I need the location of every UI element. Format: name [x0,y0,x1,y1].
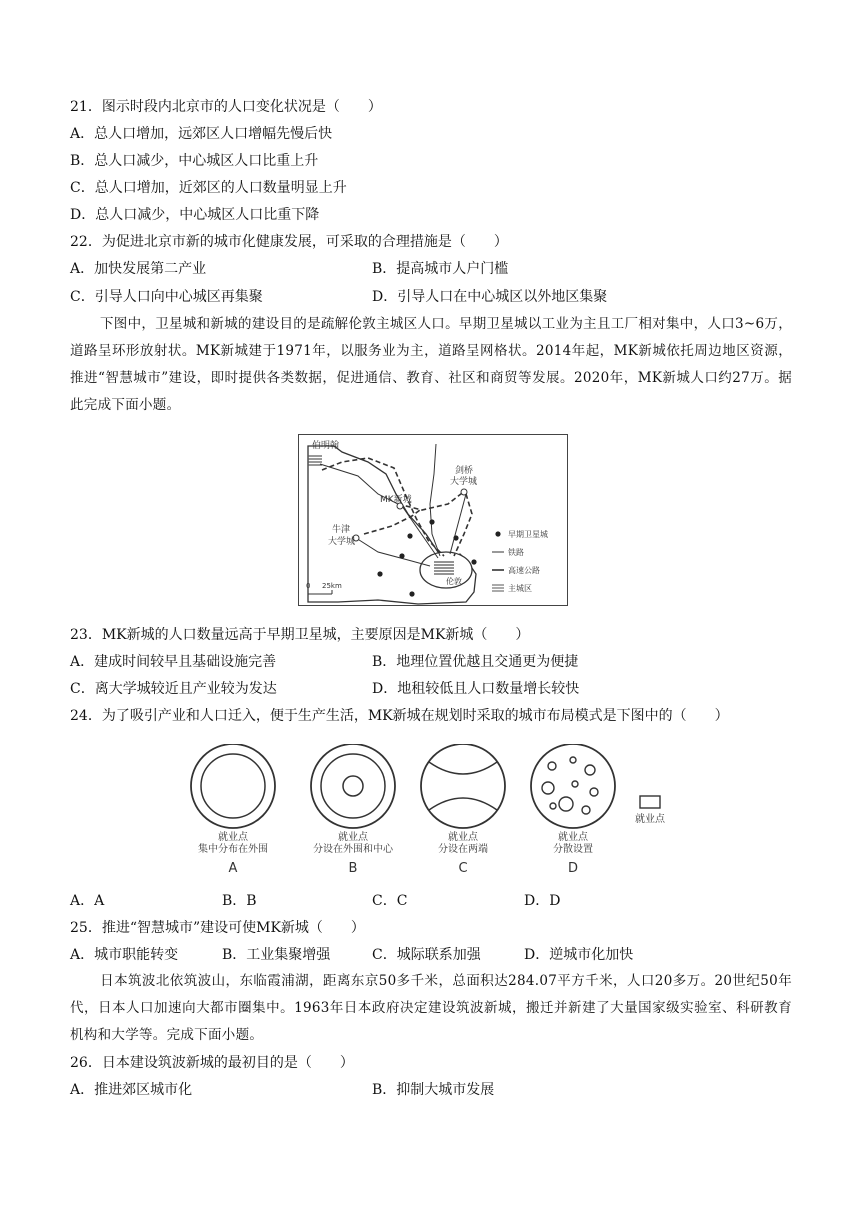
legend-railway: 铁路 [508,548,524,557]
q24-option-b: B．B [222,893,257,909]
label-cambridge-2: 大学城 [450,477,478,487]
layout-d-cap2: 分散设置 [553,844,593,855]
passage-tsukuba [70,968,792,1049]
label-mk: MK新城 [380,495,412,505]
passage-london-text: 下图中，卫星城和新城的建设目的是疏解伦敦主城区人口。早期卫星城以工业为主且工厂相对集中，人口3~6万，道路呈环形放射状。MK新城建于1971年，以服务业为主，道路呈网格状。2014年起，MK新城依托周边地区资源，推进“智慧城市”建设，即时提供各类数据，促进通信、教育、社区和商贸等发展。2020年，MK新城人口约27万。据此完成下面小题。 [70,316,792,413]
london-map-svg [298,434,568,606]
q26-stem: 26．日本建设筑波新城的最初目的是（ ） [70,1055,354,1071]
layout-c [421,744,505,828]
legend-satellite: 早期卫星城 [508,530,548,539]
q25-option-d: D．逆城市化加快 [524,947,634,963]
legend-highway: 高速公路 [508,566,540,575]
q21-option-a: A．总人口增加，远郊区人口增幅先慢后快 [70,126,333,142]
q24-option-d: D．D [524,893,561,909]
layout-legend-box [640,796,660,808]
layout-b-cap1: 就业点 [338,832,368,843]
q22-option-d: D．引导人口在中心城区以外地区集聚 [372,289,608,305]
q23-option-a: A．建成时间较早且基础设施完善 [70,654,277,670]
q23-option-d: D．地租较低且人口数量增长较快 [372,681,580,697]
legend-satellite-symbol [495,531,500,536]
layout-b-letter: B [348,861,358,876]
q23-option-b: B．地理位置优越且交通更为便捷 [372,654,579,670]
q25-stem: 25．推进“智慧城市”建设可使MK新城（ ） [70,920,365,936]
q22-option-b: B．提高城市人户门槛 [372,261,509,277]
label-birmingham: 伯明翰 [312,441,340,451]
layout-a [191,744,275,828]
layout-b-cap2: 分设在外围和中心 [313,844,393,855]
layout-a-cap2: 集中分布在外围 [198,844,268,855]
q25-option-a: A．城市职能转变 [70,947,179,963]
q21-option-c: C．总人口增加，近郊区的人口数量明显上升 [70,180,347,196]
label-oxford-2: 大学城 [328,537,356,547]
layout-d-cap1: 就业点 [558,832,588,843]
legend-main-area: 主城区 [508,584,532,593]
q26-option-a: A．推进郊区城市化 [70,1082,193,1098]
scale-zero: 0 [306,582,311,590]
label-oxford-1: 牛津 [332,525,351,535]
q24-stem: 24．为了吸引产业和人口迁入，便于生产生活，MK新城在规划时采取的城市布局模式是下图中的（ ） [70,708,729,724]
q25-option-b: B．工业集聚增强 [222,947,331,963]
q23-option-c: C．离大学城较近且产业较为发达 [70,681,277,697]
layout-a-cap1: 就业点 [218,832,248,843]
q25-option-c: C．城际联系加强 [372,947,481,963]
q22-stem: 22．为促进北京市新的城市化健康发展，可采取的合理措施是（ ） [70,234,508,250]
city-layout-figure [180,744,700,880]
london-region-map [298,434,568,606]
layout-c-cap1: 就业点 [448,832,478,843]
layout-a-letter: A [228,861,238,876]
q22-option-c: C．引导人口向中心城区再集聚 [70,289,263,305]
label-london: 伦敦 [446,577,462,586]
q21-stem: 21．图示时段内北京市的人口变化状况是（ ） [70,99,382,115]
layout-b [311,744,395,828]
layout-c-letter: C [458,861,468,876]
q24-option-c: C．C [372,893,408,909]
layout-d [531,744,615,828]
q24-option-a: A．A [70,893,105,909]
q21-option-d: D．总人口减少，中心城区人口比重下降 [70,207,320,223]
passage-london-new-towns [70,311,792,419]
scale-label: 25km [322,582,342,590]
layout-legend-label: 就业点 [635,814,665,825]
q21-option-b: B．总人口减少，中心城区人口比重上升 [70,153,319,169]
layout-d-letter: D [567,861,579,876]
q26-option-b: B．抑制大城市发展 [372,1082,495,1098]
label-cambridge-1: 剑桥 [455,466,474,476]
q23-stem: 23．MK新城的人口数量远高于早期卫星城，主要原因是MK新城（ ） [70,627,530,643]
q22-option-a: A．加快发展第二产业 [70,261,207,277]
cambridge-marker [461,489,467,495]
passage-tsukuba-text: 日本筑波北依筑波山，东临霞浦湖，距离东京50多千米，总面积达284.07平方千米，人口20多万。20世纪50年代，日本人口加速向大都市圈集中。1963年日本政府决定建设筑波新城，搬迁并新建了大量国家级实验室、科研教育机构和大学等。完成下面小题。 [70,973,792,1043]
layout-c-cap2: 分设在两端 [438,844,488,855]
city-layout-svg [180,744,700,880]
